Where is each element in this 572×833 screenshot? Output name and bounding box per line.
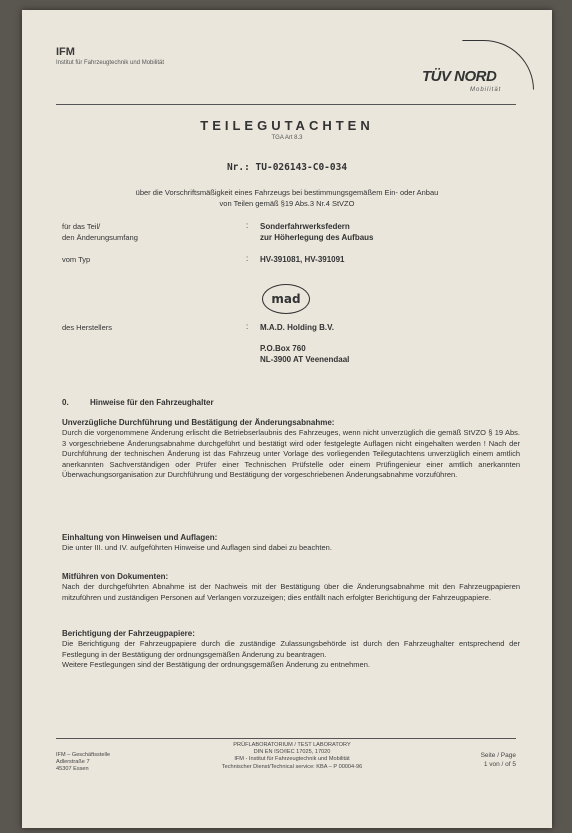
footer-address: IFM – Geschäftsstelle Adlerstraße 7 45307 Essen bbox=[56, 752, 111, 773]
intro-text: über die Vorschriftsmäßigkeit eines Fahrzeugs bei bestimmungsgemäßem Ein- oder Anbau von Teilen gemäß §19 Abs.3 Nr.4 StVZO bbox=[135, 188, 439, 208]
section-number: 0. bbox=[62, 398, 69, 407]
colon: : bbox=[246, 221, 249, 230]
footer-lab-info: PRÜFLABORATORIUM / TEST LABORATORY DIN EN ISO/IEC 17025, 17020 IFM - Institut für Fahrzeugtechnik und Mobilität Technischer Dienst/Technical service: KBA – P 00004-96 bbox=[221, 742, 363, 770]
part-value: Sonderfahrwerksfedern zur Höherlegung des Aufbaus bbox=[260, 222, 374, 242]
section-heading bbox=[62, 398, 214, 407]
notice-text: Die Berichtigung der Fahrzeugpapiere durch die zuständige Zulassungsbehörde ist durch den Fahrzeughalter entsprechend der Festlegung in der Bestätigung der ordnungsgemäßen Änderung zu beantragen. bbox=[62, 639, 520, 659]
notice-text: Weitere Festlegungen sind der Bestätigung der ordnungsgemäßen Änderung zu entnehmen. bbox=[62, 660, 370, 670]
notice-heading: Mitführen von Dokumenten: bbox=[62, 572, 169, 581]
maker-address: P.O.Box 760 NL-3900 AT Veenendaal bbox=[260, 344, 350, 364]
brand-subtitle: Mobilität bbox=[470, 87, 502, 93]
org-subtitle: Institut für Fahrzeugtechnik und Mobilität bbox=[56, 60, 165, 66]
page-number: Seite / Page 1 von / of 5 bbox=[480, 752, 516, 768]
notice-text: Nach der durchgeführten Abnahme ist der Nachweis mit der Bestätigung über die Änderungsabnahme mit den Fahrzeugpapieren mitzuführen und zuständigen Personen auf Verlangen vorzuzeigen; dies entfällt nach erfolgter Berichtigung der Fahrzeugpapiere. bbox=[62, 582, 520, 602]
tuv-nord-logo: TÜV NORD bbox=[422, 68, 497, 85]
notice-text: Die unter III. und IV. aufgeführten Hinweise und Auflagen sind dabei zu beachten. bbox=[62, 543, 332, 553]
type-label: vom Typ bbox=[62, 255, 91, 264]
notice-block bbox=[62, 418, 520, 480]
mad-logo: mad bbox=[262, 284, 310, 314]
colon: : bbox=[246, 254, 249, 263]
notice-heading: Berichtigung der Fahrzeugpapiere: bbox=[62, 629, 195, 638]
type-value: HV-391081, HV-391091 bbox=[260, 255, 345, 264]
notice-heading: Unverzügliche Durchführung und Bestätigung der Änderungsabnahme: bbox=[62, 418, 335, 427]
notice-heading: Einhaltung von Hinweisen und Auflagen: bbox=[62, 533, 218, 542]
org-name: IFM bbox=[56, 46, 75, 58]
notice-block bbox=[62, 533, 520, 554]
notice-block bbox=[62, 572, 520, 603]
notice-text: Durch die vorgenommene Änderung erlischt die Betriebserlaubnis des Fahrzeuges, wenn nicht unverzüglich die gemäß StVZO § 19 Abs. 3 vorgeschriebene Änderungsabnahme durchgeführt und bestätigt wird oder festgelegte Auflagen nicht eingehalten werden ! Nach der Durchführung der technischen Änderung ist das Fahrzeug unter Vorlage des vorliegenden Teilegutachtens unverzüglich einem amtlich anerkannten Sachverständigen oder Prüfer einer Technischen Prüfstelle oder einem Prüfingenieur einer amtlich anerkannten Überwachungsorganisation zur Durchführung und Bestätigung der vorgeschriebenen Änderungsabnahme vorzuführen. bbox=[62, 428, 520, 480]
section-title: Hinweise für den Fahrzeughalter bbox=[90, 398, 214, 407]
part-label: für das Teil/ den Änderungsumfang bbox=[62, 222, 138, 242]
maker-value: M.A.D. Holding B.V. bbox=[260, 323, 334, 332]
header-divider bbox=[56, 104, 516, 105]
colon: : bbox=[246, 322, 249, 331]
report-number: Nr.: TU-026143-C0-034 bbox=[226, 162, 348, 173]
footer-divider bbox=[56, 738, 516, 739]
maker-label: des Herstellers bbox=[62, 323, 113, 332]
document-page bbox=[22, 10, 552, 828]
tga-ref: TGA Art 8.3 bbox=[271, 135, 303, 141]
notice-block bbox=[62, 629, 520, 671]
document-title: TEILEGUTACHTEN bbox=[200, 118, 374, 133]
